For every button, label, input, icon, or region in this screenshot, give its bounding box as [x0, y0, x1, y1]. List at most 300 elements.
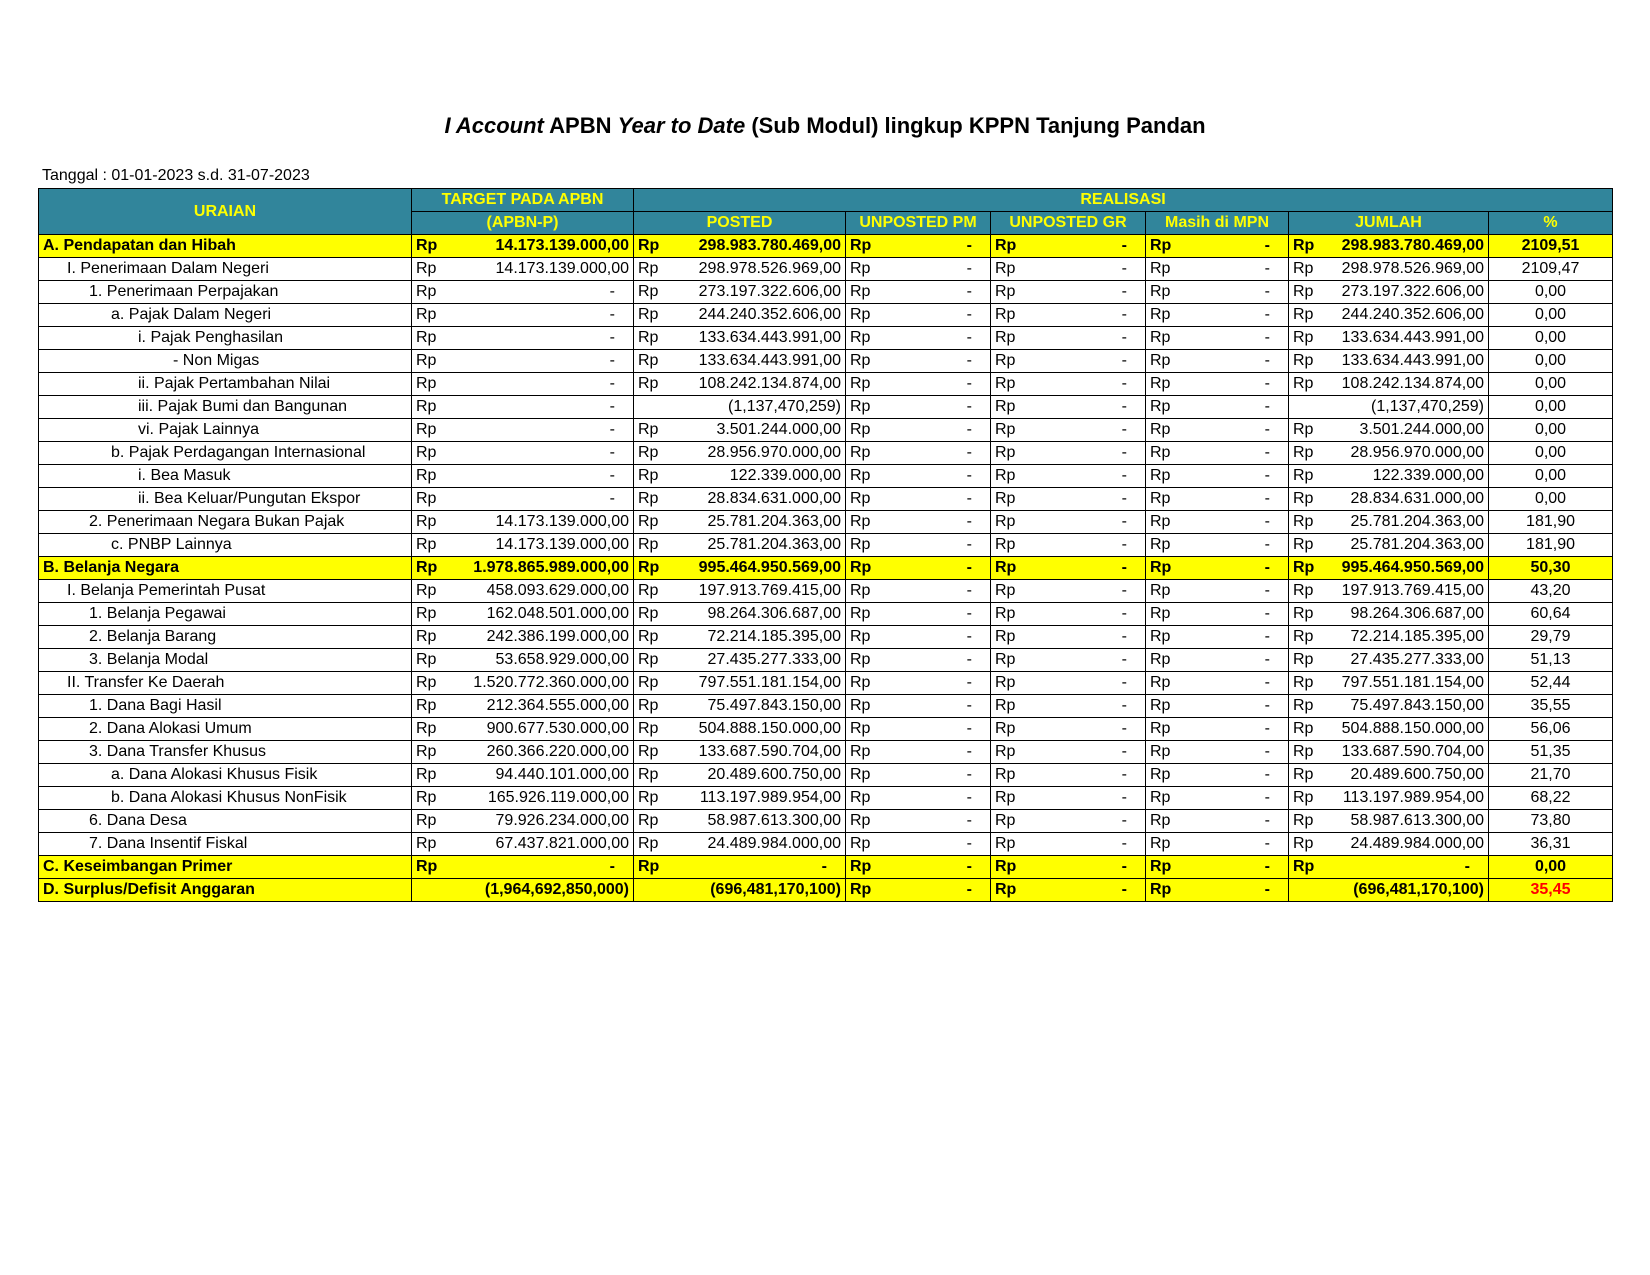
amount-value: -: [1264, 283, 1270, 300]
amount-value: -: [1121, 536, 1127, 553]
currency-label: Rp: [850, 674, 871, 691]
currency-label: Rp: [638, 697, 659, 714]
table-row: [39, 557, 1613, 580]
amount-value: -: [1264, 720, 1270, 737]
jumlah-cell: [1289, 281, 1489, 304]
masih-mpn-cell: [1146, 833, 1289, 856]
currency-label: Rp: [1150, 789, 1171, 806]
currency-label: Rp: [995, 789, 1016, 806]
currency-label: Rp: [638, 789, 659, 806]
amount-value: -: [1264, 766, 1270, 783]
currency-label: Rp: [1293, 858, 1315, 875]
masih-mpn-cell: [1146, 488, 1289, 511]
amount-value: -: [966, 444, 972, 461]
currency-label: Rp: [1150, 766, 1171, 783]
unposted-pm-cell: [846, 879, 991, 902]
currency-label: Rp: [1293, 605, 1314, 622]
pct-cell: 181,90: [1489, 534, 1613, 557]
amount-value: 28.834.631.000,00: [707, 490, 841, 507]
currency-label: Rp: [850, 536, 871, 553]
masih-mpn-cell: [1146, 442, 1289, 465]
row-label: 1. Penerimaan Perpajakan: [39, 281, 412, 304]
currency-label: Rp: [416, 628, 437, 645]
currency-label: Rp: [638, 812, 659, 829]
currency-label: Rp: [995, 237, 1017, 254]
row-label: ii. Pajak Pertambahan Nilai: [39, 373, 412, 396]
row-label: 2. Dana Alokasi Umum: [39, 718, 412, 741]
amount-value: -: [1264, 582, 1270, 599]
currency-label: Rp: [416, 605, 437, 622]
jumlah-cell: [1289, 373, 1489, 396]
table-row: [39, 465, 1613, 488]
row-label: II. Transfer Ke Daerah: [39, 672, 412, 695]
currency-label: Rp: [850, 260, 871, 277]
currency-label: Rp: [1150, 743, 1171, 760]
amount-value: 3.501.244.000,00: [1359, 421, 1484, 438]
amount-value: 79.926.234.000,00: [495, 812, 629, 829]
amount-value: -: [966, 329, 972, 346]
table-row: [39, 603, 1613, 626]
unposted-pm-cell: [846, 741, 991, 764]
currency-label: Rp: [1293, 536, 1314, 553]
unposted-pm-cell: [846, 235, 991, 258]
amount-value: 212.364.555.000,00: [486, 697, 629, 714]
row-label: 3. Belanja Modal: [39, 649, 412, 672]
currency-label: Rp: [416, 559, 438, 576]
target-cell: [412, 649, 634, 672]
pct-cell: 0,00: [1489, 304, 1613, 327]
currency-label: Rp: [416, 858, 438, 875]
amount-value: -: [966, 697, 972, 714]
jumlah-cell: [1289, 856, 1489, 879]
masih-mpn-cell: [1146, 258, 1289, 281]
amount-value: -: [1121, 651, 1127, 668]
masih-mpn-cell: [1146, 695, 1289, 718]
posted-cell: [634, 718, 846, 741]
row-label: 3. Dana Transfer Khusus: [39, 741, 412, 764]
unposted-gr-cell: [991, 258, 1146, 281]
amount-value: -: [966, 375, 972, 392]
currency-label: Rp: [416, 467, 437, 484]
amount-value: -: [966, 536, 972, 553]
table-row: [39, 787, 1613, 810]
unposted-pm-cell: [846, 281, 991, 304]
amount-value: 53.658.929.000,00: [495, 651, 629, 668]
currency-label: Rp: [638, 329, 659, 346]
table-row: [39, 304, 1613, 327]
target-cell: [412, 557, 634, 580]
currency-label: Rp: [1150, 835, 1171, 852]
currency-label: Rp: [1150, 674, 1171, 691]
amount-value: 94.440.101.000,00: [495, 766, 629, 783]
amount-value: -: [1121, 720, 1127, 737]
unposted-pm-cell: [846, 465, 991, 488]
amount-value: 25.781.204.363,00: [707, 513, 841, 530]
amount-value: 797.551.181.154,00: [1341, 674, 1484, 691]
pct-cell: 68,22: [1489, 787, 1613, 810]
amount-value: -: [1264, 881, 1270, 898]
jumlah-cell: [1289, 534, 1489, 557]
unposted-pm-cell: [846, 626, 991, 649]
amount-value: -: [1121, 329, 1127, 346]
masih-mpn-cell: [1146, 327, 1289, 350]
unposted-pm-cell: [846, 488, 991, 511]
row-label: A. Pendapatan dan Hibah: [39, 235, 412, 258]
amount-value: 108.242.134.874,00: [1341, 375, 1484, 392]
currency-label: Rp: [638, 513, 659, 530]
masih-mpn-cell: [1146, 672, 1289, 695]
currency-label: Rp: [638, 536, 659, 553]
currency-label: Rp: [638, 858, 660, 875]
posted-cell: [634, 787, 846, 810]
masih-mpn-cell: [1146, 396, 1289, 419]
currency-label: Rp: [995, 605, 1016, 622]
currency-label: Rp: [850, 513, 871, 530]
unposted-gr-cell: [991, 442, 1146, 465]
posted-cell: [634, 373, 846, 396]
pct-cell: 0,00: [1489, 396, 1613, 419]
currency-label: Rp: [1293, 260, 1314, 277]
masih-mpn-cell: [1146, 235, 1289, 258]
currency-label: Rp: [1293, 237, 1315, 254]
masih-mpn-cell: [1146, 373, 1289, 396]
amount-value: 67.437.821.000,00: [495, 835, 629, 852]
amount-value: -: [1121, 582, 1127, 599]
currency-label: Rp: [1150, 283, 1171, 300]
jumlah-cell: [1289, 350, 1489, 373]
jumlah-cell: [1289, 787, 1489, 810]
amount-value: -: [1121, 444, 1127, 461]
currency-label: Rp: [850, 237, 872, 254]
header-jumlah: JUMLAH: [1289, 212, 1489, 235]
posted-cell: [634, 741, 846, 764]
currency-label: Rp: [416, 398, 437, 415]
currency-label: Rp: [850, 559, 872, 576]
amount-value: -: [1264, 467, 1270, 484]
posted-cell: [634, 419, 846, 442]
jumlah-cell: [1289, 649, 1489, 672]
amount-value: 113.197.989.954,00: [1342, 789, 1484, 806]
unposted-pm-cell: [846, 580, 991, 603]
amount-value: 14.173.139.000,00: [495, 536, 629, 553]
amount-value: 298.978.526.969,00: [1341, 260, 1484, 277]
currency-label: Rp: [1293, 444, 1314, 461]
row-label: 1. Dana Bagi Hasil: [39, 695, 412, 718]
currency-label: Rp: [850, 789, 871, 806]
currency-label: Rp: [416, 651, 437, 668]
currency-label: Rp: [1150, 582, 1171, 599]
currency-label: Rp: [638, 375, 659, 392]
amount-value: -: [1264, 628, 1270, 645]
posted-cell: [634, 534, 846, 557]
unposted-pm-cell: [846, 373, 991, 396]
unposted-gr-cell: [991, 304, 1146, 327]
currency-label: Rp: [416, 352, 437, 369]
amount-value: -: [1121, 743, 1127, 760]
currency-label: Rp: [1150, 306, 1171, 323]
unposted-gr-cell: [991, 419, 1146, 442]
amount-value: 1.978.865.989.000,00: [473, 559, 629, 576]
posted-cell: (1,137,470,259): [634, 396, 846, 419]
currency-label: Rp: [638, 720, 659, 737]
jumlah-cell: [1289, 442, 1489, 465]
currency-label: Rp: [850, 421, 871, 438]
amount-value: 133.634.443.991,00: [1341, 329, 1484, 346]
unposted-pm-cell: [846, 787, 991, 810]
amount-value: 504.888.150.000,00: [698, 720, 841, 737]
masih-mpn-cell: [1146, 856, 1289, 879]
jumlah-cell: [1289, 258, 1489, 281]
target-cell: [412, 350, 634, 373]
jumlah-cell: [1289, 511, 1489, 534]
currency-label: Rp: [1150, 513, 1171, 530]
header-uraian: URAIAN: [39, 189, 412, 235]
amount-value: -: [1264, 398, 1270, 415]
currency-label: Rp: [850, 605, 871, 622]
currency-label: Rp: [1150, 605, 1171, 622]
amount-value: -: [1264, 421, 1270, 438]
unposted-gr-cell: [991, 580, 1146, 603]
currency-label: Rp: [1293, 467, 1314, 484]
amount-value: -: [609, 352, 615, 369]
currency-label: Rp: [416, 421, 437, 438]
row-label: 1. Belanja Pegawai: [39, 603, 412, 626]
unposted-gr-cell: [991, 465, 1146, 488]
unposted-pm-cell: [846, 649, 991, 672]
table-row: [39, 373, 1613, 396]
posted-cell: [634, 856, 846, 879]
currency-label: Rp: [995, 743, 1016, 760]
amount-value: -: [966, 720, 972, 737]
amount-value: -: [1121, 375, 1127, 392]
currency-label: Rp: [850, 881, 872, 898]
currency-label: Rp: [416, 329, 437, 346]
table-row: [39, 764, 1613, 787]
amount-value: 24.489.984.000,00: [1350, 835, 1484, 852]
currency-label: Rp: [1293, 743, 1314, 760]
pct-cell: 29,79: [1489, 626, 1613, 649]
amount-value: 25.781.204.363,00: [1350, 536, 1484, 553]
table-row: [39, 534, 1613, 557]
currency-label: Rp: [850, 398, 871, 415]
row-label: 2. Belanja Barang: [39, 626, 412, 649]
currency-label: Rp: [638, 306, 659, 323]
row-label: 6. Dana Desa: [39, 810, 412, 833]
amount-value: 458.093.629.000,00: [486, 582, 629, 599]
masih-mpn-cell: [1146, 465, 1289, 488]
currency-label: Rp: [638, 605, 659, 622]
currency-label: Rp: [1293, 329, 1314, 346]
masih-mpn-cell: [1146, 511, 1289, 534]
masih-mpn-cell: [1146, 580, 1289, 603]
amount-value: 197.913.769.415,00: [698, 582, 841, 599]
target-cell: [412, 396, 634, 419]
amount-value: 113.197.989.954,00: [699, 789, 841, 806]
amount-value: 1.520.772.360.000,00: [473, 674, 629, 691]
table-row: [39, 649, 1613, 672]
unposted-pm-cell: [846, 304, 991, 327]
amount-value: 260.366.220.000,00: [486, 743, 629, 760]
currency-label: Rp: [1150, 467, 1171, 484]
posted-cell: (696,481,170,100): [634, 879, 846, 902]
pct-cell: 0,00: [1489, 442, 1613, 465]
currency-label: Rp: [995, 398, 1016, 415]
currency-label: Rp: [995, 283, 1016, 300]
title-part-3: Year to Date: [617, 113, 746, 138]
table-row: [39, 833, 1613, 856]
amount-value: -: [821, 858, 827, 875]
amount-value: -: [609, 283, 615, 300]
jumlah-cell: [1289, 718, 1489, 741]
amount-value: -: [1264, 559, 1270, 576]
header-target: TARGET PADA APBN: [412, 189, 634, 212]
posted-cell: [634, 258, 846, 281]
amount-value: 28.956.970.000,00: [707, 444, 841, 461]
table-row: [39, 672, 1613, 695]
currency-label: Rp: [416, 444, 437, 461]
pct-cell: 50,30: [1489, 557, 1613, 580]
currency-label: Rp: [416, 306, 437, 323]
unposted-gr-cell: [991, 626, 1146, 649]
target-cell: [412, 626, 634, 649]
amount-value: -: [609, 329, 615, 346]
report-title: [0, 113, 1650, 139]
amount-value: 25.781.204.363,00: [1350, 513, 1484, 530]
amount-value: -: [966, 421, 972, 438]
currency-label: Rp: [1293, 421, 1314, 438]
row-label: I. Belanja Pemerintah Pusat: [39, 580, 412, 603]
currency-label: Rp: [416, 697, 437, 714]
currency-label: Rp: [995, 835, 1016, 852]
amount-value: 122.339.000,00: [1372, 467, 1484, 484]
currency-label: Rp: [638, 260, 659, 277]
amount-value: 995.464.950.569,00: [1341, 559, 1484, 576]
currency-label: Rp: [416, 674, 437, 691]
pct-cell: 0,00: [1489, 327, 1613, 350]
amount-value: -: [966, 628, 972, 645]
unposted-gr-cell: [991, 787, 1146, 810]
currency-label: Rp: [1150, 536, 1171, 553]
currency-label: Rp: [850, 766, 871, 783]
pct-cell: 52,44: [1489, 672, 1613, 695]
amount-value: -: [1264, 260, 1270, 277]
target-cell: [412, 810, 634, 833]
row-label: b. Dana Alokasi Khusus NonFisik: [39, 787, 412, 810]
currency-label: Rp: [850, 375, 871, 392]
currency-label: Rp: [850, 582, 871, 599]
posted-cell: [634, 557, 846, 580]
currency-label: Rp: [850, 835, 871, 852]
table-row: [39, 511, 1613, 534]
currency-label: Rp: [1293, 352, 1314, 369]
posted-cell: [634, 235, 846, 258]
unposted-pm-cell: [846, 511, 991, 534]
currency-label: Rp: [850, 306, 871, 323]
amount-value: -: [1264, 651, 1270, 668]
amount-value: 75.497.843.150,00: [707, 697, 841, 714]
unposted-pm-cell: [846, 856, 991, 879]
row-label: vi. Pajak Lainnya: [39, 419, 412, 442]
currency-label: Rp: [416, 766, 437, 783]
currency-label: Rp: [1293, 582, 1314, 599]
amount-value: -: [609, 490, 615, 507]
amount-value: -: [966, 283, 972, 300]
amount-value: 797.551.181.154,00: [698, 674, 841, 691]
table-body: [39, 235, 1613, 902]
amount-value: -: [966, 743, 972, 760]
currency-label: Rp: [1293, 697, 1314, 714]
currency-label: Rp: [1150, 490, 1171, 507]
amount-value: -: [966, 260, 972, 277]
amount-value: -: [1264, 858, 1270, 875]
amount-value: 133.687.590.704,00: [698, 743, 841, 760]
jumlah-cell: [1289, 419, 1489, 442]
target-cell: [412, 603, 634, 626]
target-cell: [412, 695, 634, 718]
unposted-gr-cell: [991, 879, 1146, 902]
row-label: b. Pajak Perdagangan Internasional: [39, 442, 412, 465]
posted-cell: [634, 764, 846, 787]
jumlah-cell: [1289, 833, 1489, 856]
currency-label: Rp: [1293, 812, 1314, 829]
currency-label: Rp: [995, 766, 1016, 783]
unposted-gr-cell: [991, 557, 1146, 580]
amount-value: -: [609, 375, 615, 392]
currency-label: Rp: [1150, 697, 1171, 714]
row-label: ii. Bea Keluar/Pungutan Ekspor: [39, 488, 412, 511]
unposted-gr-cell: [991, 511, 1146, 534]
amount-value: -: [1264, 743, 1270, 760]
unposted-pm-cell: [846, 419, 991, 442]
table-row: [39, 741, 1613, 764]
currency-label: Rp: [638, 628, 659, 645]
masih-mpn-cell: [1146, 879, 1289, 902]
currency-label: Rp: [416, 536, 437, 553]
masih-mpn-cell: [1146, 787, 1289, 810]
amount-value: -: [1121, 628, 1127, 645]
jumlah-cell: [1289, 580, 1489, 603]
amount-value: -: [609, 467, 615, 484]
jumlah-cell: [1289, 488, 1489, 511]
currency-label: Rp: [416, 260, 437, 277]
amount-value: -: [1121, 237, 1127, 254]
amount-value: -: [966, 766, 972, 783]
row-label: C. Keseimbangan Primer: [39, 856, 412, 879]
currency-label: Rp: [995, 260, 1016, 277]
currency-label: Rp: [1293, 375, 1314, 392]
currency-label: Rp: [1150, 237, 1172, 254]
jumlah-cell: (696,481,170,100): [1289, 879, 1489, 902]
pct-cell: 0,00: [1489, 373, 1613, 396]
currency-label: Rp: [850, 697, 871, 714]
unposted-gr-cell: [991, 718, 1146, 741]
target-cell: [412, 419, 634, 442]
row-label: a. Dana Alokasi Khusus Fisik: [39, 764, 412, 787]
unposted-pm-cell: [846, 603, 991, 626]
currency-label: Rp: [416, 789, 437, 806]
unposted-gr-cell: [991, 534, 1146, 557]
currency-label: Rp: [638, 444, 659, 461]
table-row: [39, 626, 1613, 649]
amount-value: 197.913.769.415,00: [1341, 582, 1484, 599]
target-cell: [412, 511, 634, 534]
currency-label: Rp: [1150, 352, 1171, 369]
jumlah-cell: [1289, 557, 1489, 580]
currency-label: Rp: [1293, 789, 1314, 806]
pct-cell: 51,35: [1489, 741, 1613, 764]
currency-label: Rp: [1150, 651, 1171, 668]
table-row: [39, 488, 1613, 511]
